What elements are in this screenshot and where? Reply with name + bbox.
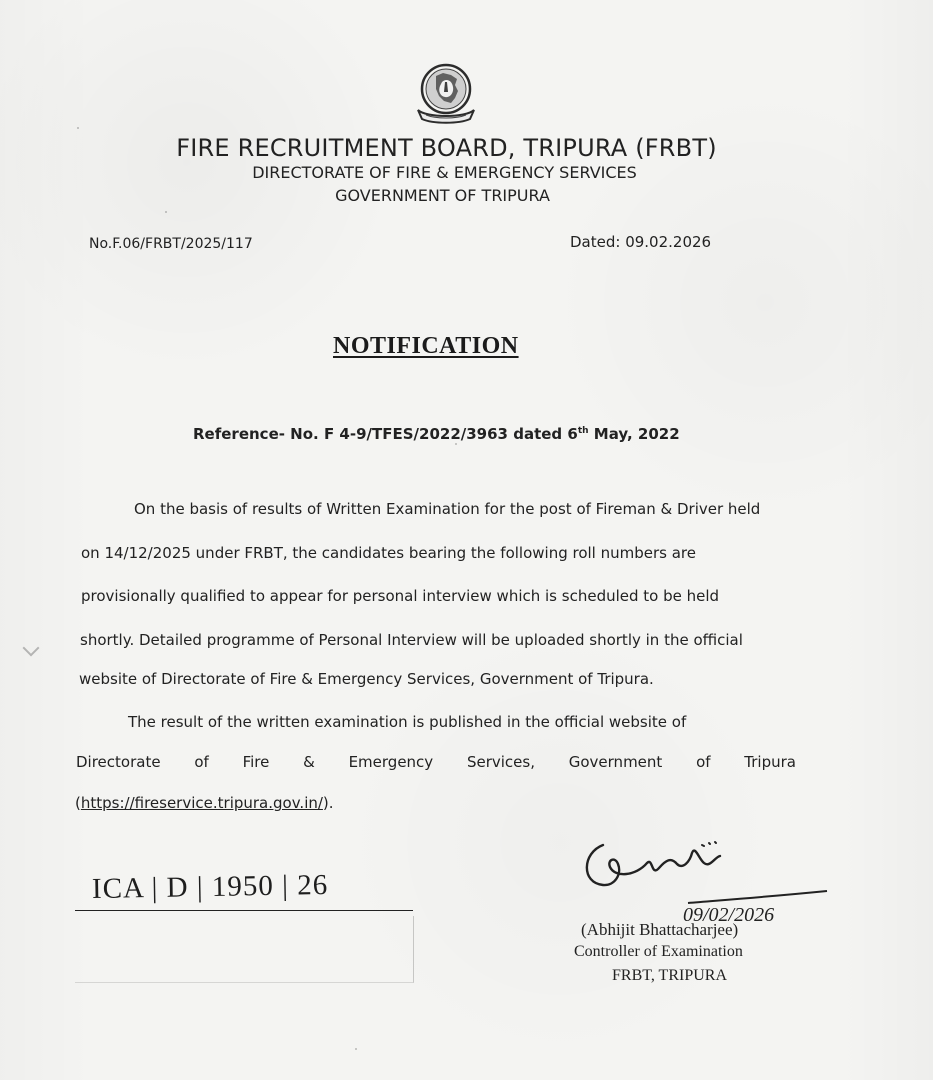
word: Government: [568, 753, 663, 771]
scan-mark: [23, 640, 40, 657]
signatory-role: Controller of Examination: [574, 943, 743, 960]
word: Tripura: [744, 753, 796, 771]
scan-speck: [77, 127, 79, 129]
word: Directorate: [76, 753, 161, 771]
government-name: GOVERNMENT OF TRIPURA: [335, 186, 550, 205]
url-open-paren: (: [75, 794, 81, 812]
government-emblem-icon: [408, 58, 484, 130]
file-number: No.F.06/FRBT/2025/117: [89, 236, 253, 252]
word: Emergency: [348, 753, 434, 771]
word: of: [696, 753, 711, 771]
signature-date: 09/02/2026: [683, 904, 775, 926]
signatory-organization: FRBT, TRIPURA: [612, 967, 727, 984]
reference-line: [193, 425, 680, 443]
official-website-link[interactable]: https://fireservice.tripura.gov.in/: [80, 794, 323, 812]
board-name: FIRE RECRUITMENT BOARD, TRIPURA (FRBT): [176, 134, 717, 162]
paragraph-1-line-1: On the basis of results of Written Examination for the post of Fireman & Driver held: [134, 500, 761, 518]
word: Services,: [466, 753, 535, 771]
signatory-name: (Abhijit Bhattacharjee): [581, 920, 739, 939]
paragraph-1-line-5: website of Directorate of Fire & Emergency Services, Government of Tripura.: [79, 670, 654, 688]
scan-speck: [165, 211, 167, 213]
paragraph-1-line-2: on 14/12/2025 under FRBT, the candidates bearing the following roll numbers are: [81, 544, 696, 562]
reference-suffix: May, 2022: [588, 425, 680, 443]
paragraph-2-line-2: [76, 753, 796, 771]
directorate-name: DIRECTORATE OF FIRE & EMERGENCY SERVICES: [252, 163, 637, 182]
faded-stamp-box: [75, 916, 414, 983]
url-close-paren: ).: [322, 794, 334, 812]
word: of: [194, 753, 209, 771]
paragraph-2-line-1: The result of the written examination is published in the official website of: [128, 713, 687, 731]
reference-prefix: Reference- No. F 4-9/TFES/2022/3963 dated 6: [193, 425, 578, 443]
paragraph-1-line-4: shortly. Detailed programme of Personal Interview will be uploaded shortly in the official: [80, 631, 743, 649]
word: Fire: [242, 753, 270, 771]
scan-speck: [355, 1048, 357, 1050]
paragraph-1-line-3: provisionally qualified to appear for personal interview which is scheduled to be held: [81, 587, 720, 605]
word: &: [303, 753, 315, 771]
document-date: Dated: 09.02.2026: [570, 233, 712, 251]
scan-speck: [455, 443, 457, 445]
handwritten-reference-mark: ICA | D | 1950 | 26: [91, 868, 329, 906]
reference-superscript: th: [577, 426, 589, 436]
page-title: NOTIFICATION: [333, 333, 519, 359]
handwritten-underline: [75, 910, 413, 911]
paragraph-2-line-3: [75, 794, 334, 812]
signature-icon: [579, 833, 829, 928]
